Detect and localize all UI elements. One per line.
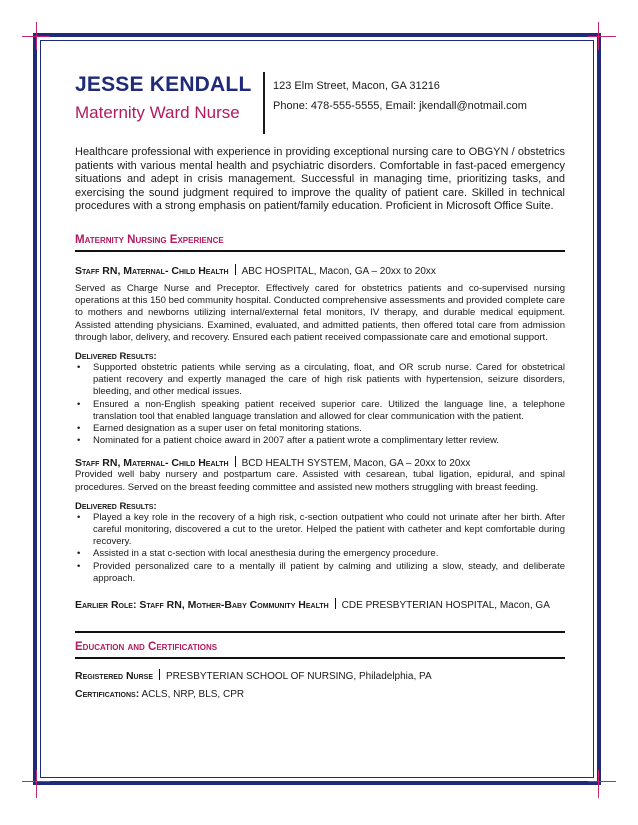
resume-header — [75, 72, 565, 136]
job1-title-line — [75, 264, 565, 277]
corner-mark-tr-v — [598, 22, 599, 50]
corner-mark-tr-h — [588, 36, 616, 37]
earlier-role-line — [75, 598, 565, 611]
job1-results-heading: Delivered Results: — [75, 350, 157, 362]
education-heading-text: Education and Certifications — [75, 641, 218, 654]
job1-org: ABC HOSPITAL, Macon, GA – 20xx to 20xx — [241, 265, 436, 277]
name-block — [75, 72, 255, 124]
education-rule-top — [75, 631, 565, 633]
earlier-role-title: Earlier Role: Staff RN, Mother-Baby Community Health — [75, 599, 329, 612]
job1-description: Served as Charge Nurse and Preceptor. Effectively cared for obstetrics patients and co-supervised nursing operations at this 150 bed community hospital. Conducted comprehensive assessments and provided complete care to mothers and newborns utilizing internal/external fetal monitors, IV therapy, and durable medical equipment. Assisted attending physicians. Examined, evaluated, and admitted patients, then offered total care from admission through labor, delivery, and recovery. Ensured each patient received compassionate care and emotional support. — [75, 282, 565, 343]
list-item: • Supported obstetric patients while serving as a circulating, float, and OR scrub nurse. Cared for obstetrical patient recovery and expertly managed the care of high risk patients with hypertension, seizure disorders, bleeding, and other medical issues. — [75, 362, 565, 399]
job2-results-heading: Delivered Results: — [75, 500, 157, 512]
candidate-title: Maternity Ward Nurse — [75, 103, 240, 122]
corner-mark-bl-v — [36, 770, 37, 798]
earlier-separator — [335, 598, 336, 609]
list-item: • Ensured a non-English speaking patient received superior care. Utilized the language line, a telephone translation tool that enabled language translation and allowed for clear communication with the patient. — [75, 399, 565, 423]
address-line: 123 Elm Street, Macon, GA 31216 — [273, 80, 440, 92]
candidate-name: JESSE KENDALL — [75, 73, 252, 96]
experience-heading-text: Maternity Nursing Experience — [75, 233, 224, 246]
contact-block — [273, 72, 527, 116]
list-item: • Played a key role in the recovery of a high risk, c-section outpatient who could not urinate after her birth. After careful monitoring, discovered a cut to the uretor. Helped the patient with catheter and kept comfortable during recovery. — [75, 512, 565, 549]
degree-school: PRESBYTERIAN SCHOOL OF NURSING, Philadelphia, PA — [165, 671, 432, 683]
job1-separator — [235, 264, 236, 275]
certifications-values: ACLS, NRP, BLS, CPR — [141, 689, 245, 701]
corner-mark-br-v — [598, 770, 599, 798]
summary-paragraph: Healthcare professional with experience in providing exceptional nursing care to OBGYN / obstetrics patients with various mental health and psychiatric disorders. Comfortable in fast-paced emergency situations and adept in crisis management. Successful in managing time, prioritizing tasks, and exercising the sound judgment required to improve the quality of patient care. Skilled in technical procedures with a strong emphasis on patient/family education. Proficient in Microsoft Office Suite. — [75, 146, 565, 213]
experience-section-heading — [75, 230, 565, 252]
earlier-role-org: CDE PRESBYTERIAN HOSPITAL, Macon, GA — [341, 600, 550, 612]
degree-label: Registered Nurse — [75, 670, 153, 683]
list-item: • Nominated for a patient choice award in 2007 after a patient wrote a complimentary letter review. — [75, 435, 565, 447]
job1-title: Staff RN, Maternal- Child Health — [75, 264, 229, 277]
corner-mark-br-h — [588, 781, 616, 782]
certifications-label: Certifications: — [75, 688, 140, 701]
corner-mark-tl-v — [36, 22, 37, 50]
job2-title-line — [75, 456, 565, 469]
list-item: • Earned designation as a super user on fetal monitoring stations. — [75, 423, 565, 435]
job2-title: Staff RN, Maternal- Child Health — [75, 457, 229, 470]
education-section-heading — [75, 637, 565, 659]
list-item: • Assisted in a stat c-section with local anesthesia during the emergency procedure. — [75, 548, 565, 560]
job2-org: BCD HEALTH SYSTEM, Macon, GA – 20xx to 20xx — [241, 458, 471, 470]
resume-page — [75, 72, 565, 700]
degree-line — [75, 669, 565, 682]
job2-results-list — [75, 512, 565, 585]
degree-separator — [159, 669, 160, 680]
job1-results-list — [75, 362, 565, 447]
job2-description: Provided well baby nursery and postpartum care. Assisted with cesarean, tubal ligation, epidural, and spinal procedures. Served on the breast feeding committee and assisted new mothers struggling with breast feeding. — [75, 469, 565, 493]
job2-separator — [235, 456, 236, 467]
certifications-line — [75, 688, 565, 700]
list-item: • Provided personalized care to a mentally ill patient by calming and utilizing a slow, steady, and deliberate approach. — [75, 561, 565, 585]
header-divider — [263, 72, 265, 134]
phone-email-line: Phone: 478-555-5555, Email: jkendall@notmail.com — [273, 100, 527, 112]
